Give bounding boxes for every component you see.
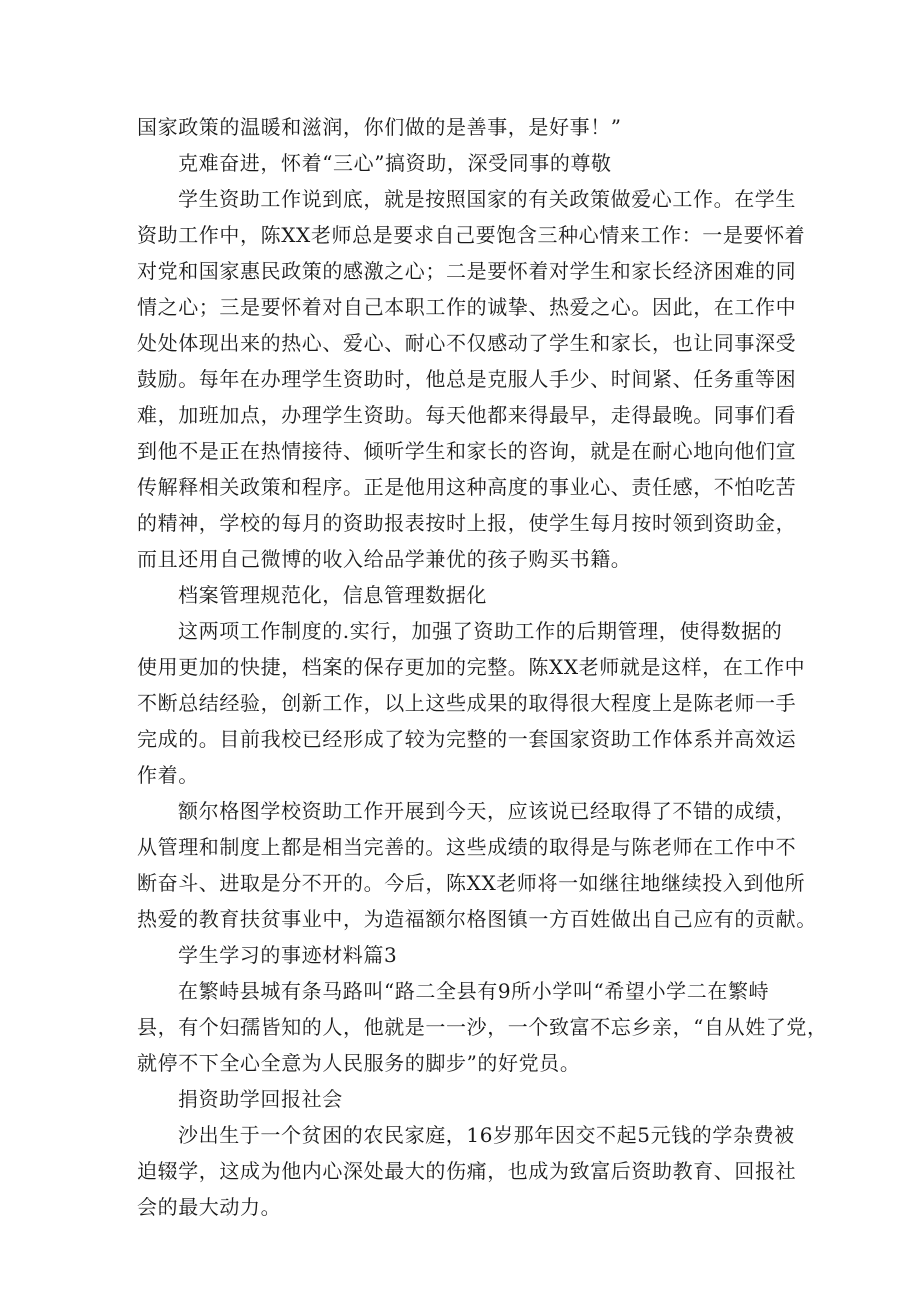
section-heading: 克难奋进，怀着“三心”搞资助，深受同事的尊敬 bbox=[178, 151, 612, 175]
paragraph-line: 就停不下全心全意为人民服务的脚步”的好党员。 bbox=[137, 1051, 581, 1075]
paragraph-line: 县，有个妇孺皆知的人，他就是一一沙，一个致富不忘乡亲，“自从姓了党， bbox=[137, 1015, 828, 1039]
paragraph-line: 断奋斗、进取是分不开的。今后，陈XX老师将一如继往地继续投入到他所 bbox=[137, 871, 806, 895]
paragraph-line: 难，加班加点，办理学生资助。每天他都来得最早，走得最晚。同事们看 bbox=[137, 403, 797, 427]
paragraph-line: 情之心；三是要怀着对自己本职工作的诚挚、热爱之心。因此，在工作中 bbox=[137, 295, 797, 319]
paragraph-line: 鼓励。每年在办理学生资助时，他总是克服人手少、时间紧、任务重等困 bbox=[137, 367, 797, 391]
paragraph-line: 不断总结经验，创新工作，以上这些成果的取得很大程度上是陈老师一手 bbox=[137, 691, 797, 715]
section-heading: 捐资助学回报社会 bbox=[178, 1087, 343, 1111]
paragraph-line: 完成的。目前我校已经形成了较为完整的一套国家资助工作体系并高效运 bbox=[137, 727, 797, 751]
paragraph-line: 学生资助工作说到底，就是按照国家的有关政策做爱心工作。在学生 bbox=[178, 187, 796, 211]
paragraph-line: 迫辍学，这成为他内心深处最大的伤痛，也成为致富后资助教育、回报社 bbox=[137, 1159, 797, 1183]
paragraph-line: 会的最大动力。 bbox=[137, 1195, 282, 1219]
text-line: 国家政策的温暖和滋润，你们做的是善事，是好事！” bbox=[137, 115, 622, 139]
paragraph-line: 热爱的教育扶贫事业中，为造福额尔格图镇一方百姓做出自己应有的贡献。 bbox=[137, 907, 817, 931]
paragraph-line: 使用更加的快捷，档案的保存更加的完整。陈XX老师就是这样，在工作中 bbox=[137, 655, 806, 679]
paragraph-line: 资助工作中，陈XX老师总是要求自己要饱含三种心情来工作：一是要怀着 bbox=[137, 223, 806, 247]
paragraph-line: 而且还用自己微博的收入给品学兼优的孩子购买书籍。 bbox=[137, 547, 632, 571]
paragraph-line: 到他不是正在热情接待、倾听学生和家长的咨询，就是在耐心地向他们宣 bbox=[137, 439, 797, 463]
paragraph-line: 传解释相关政策和程序。正是他用这种高度的事业心、责任感，不怕吃苦 bbox=[137, 475, 797, 499]
section-heading: 档案管理规范化，信息管理数据化 bbox=[178, 583, 487, 607]
paragraph-line: 额尔格图学校资助工作开展到今天，应该说已经取得了不错的成绩， bbox=[178, 799, 796, 823]
paragraph-line: 作着。 bbox=[137, 763, 199, 787]
paragraph-line: 在繁峙县城有条马路叫“路二全县有9所小学叫“希望小学二在繁峙 bbox=[178, 979, 770, 1003]
section-heading: 学生学习的事迹材料篇3 bbox=[178, 943, 398, 967]
paragraph-line: 处处体现出来的热心、爱心、耐心不仅感动了学生和家长，也让同事深受 bbox=[137, 331, 797, 355]
paragraph-line: 从管理和制度上都是相当完善的。这些成绩的取得是与陈老师在工作中不 bbox=[137, 835, 797, 859]
paragraph-line: 对党和国家惠民政策的感激之心；二是要怀着对学生和家长经济困难的同 bbox=[137, 259, 797, 283]
paragraph-line: 沙出生于一个贫困的农民家庭，16岁那年因交不起5元钱的学杂费被 bbox=[178, 1123, 795, 1147]
paragraph-line: 的精神，学校的每月的资助报表按时上报，使学生每月按时领到资助金， bbox=[137, 511, 797, 535]
paragraph-line: 这两项工作制度的.实行，加强了资助工作的后期管理，使得数据的 bbox=[178, 619, 783, 643]
